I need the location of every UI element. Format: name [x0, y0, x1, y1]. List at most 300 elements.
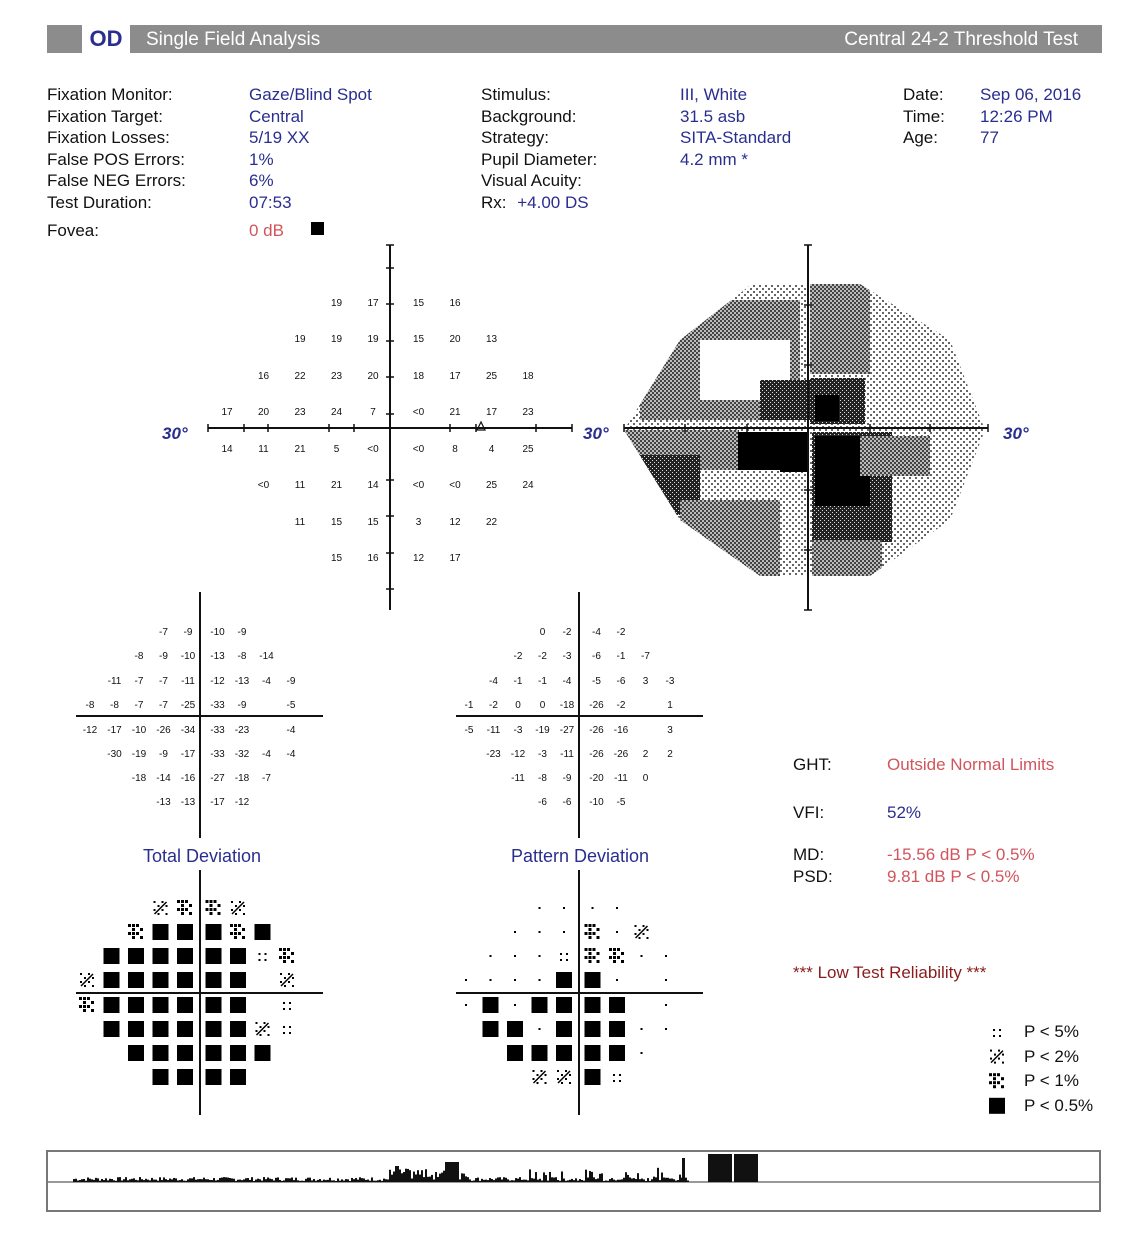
probability-symbol-p2 [256, 1022, 270, 1036]
trace-bar [523, 1180, 525, 1182]
trace-bar [267, 1178, 269, 1182]
trace-bar [337, 1179, 339, 1182]
trace-bar [179, 1180, 181, 1182]
trace-bar [123, 1179, 125, 1182]
deviation-value: -27 [559, 725, 575, 736]
trace-bar [651, 1179, 653, 1182]
trace-bar [667, 1178, 669, 1182]
deviation-value: -9 [159, 651, 168, 662]
deviation-value: -12 [234, 797, 250, 808]
trace-bar [331, 1180, 333, 1182]
probability-symbol-p05 [153, 972, 169, 988]
trace-bar [325, 1180, 327, 1182]
deviation-value: -23 [486, 749, 501, 760]
trace-bar [549, 1172, 551, 1182]
trace-bar [467, 1177, 469, 1182]
deviation-value: -34 [180, 725, 196, 736]
probability-symbol-p05 [609, 1021, 625, 1037]
trace-bar [497, 1177, 499, 1182]
trace-bar [469, 1179, 471, 1182]
trace-bar [593, 1177, 595, 1182]
legend-labels [1024, 1021, 1093, 1119]
deviation-value: -11 [511, 773, 525, 784]
probability-symbol-p1 [585, 948, 600, 963]
deviation-value: 0 [515, 700, 521, 711]
probability-symbol-p1 [206, 900, 221, 915]
trace-bar [473, 1180, 475, 1182]
deviation-value: -10 [131, 725, 147, 736]
trace-bar [335, 1181, 337, 1182]
trace-bar [557, 1180, 559, 1182]
threshold-value: 17 [367, 298, 379, 309]
probability-symbol-p2 [557, 1070, 571, 1084]
trace-bar [117, 1177, 119, 1182]
trace-bar [81, 1179, 83, 1182]
trace-bar [489, 1178, 491, 1182]
trace-bar [339, 1181, 341, 1182]
probability-symbol-p05 [206, 972, 222, 988]
threshold-value: 16 [367, 553, 379, 564]
trace-bar [627, 1175, 629, 1182]
pattern-deviation-axes [456, 592, 703, 838]
probability-symbol-p1 [230, 924, 245, 939]
trace-bar [395, 1166, 397, 1182]
rx-label: Rx: [481, 192, 507, 212]
probability-symbol-p05 [230, 972, 246, 988]
trace-bar [637, 1173, 639, 1182]
threshold-value: 16 [257, 371, 270, 382]
trace-bar [491, 1179, 493, 1182]
trace-bar [533, 1179, 535, 1182]
info-value: Sep 06, 2016 [980, 85, 1082, 104]
probability-symbol-p05 [556, 972, 572, 988]
trace-bar [223, 1177, 225, 1182]
trace-bar [677, 1180, 679, 1182]
threshold-value: 15 [330, 553, 343, 564]
trace-bar [415, 1174, 417, 1182]
trace-bar [165, 1179, 167, 1182]
threshold-value: 18 [412, 371, 425, 382]
legend-label: P < 5% [1024, 1022, 1079, 1041]
probability-symbol-n [592, 907, 594, 909]
threshold-value: 24 [522, 480, 534, 491]
trace-bar [89, 1179, 91, 1182]
trace-bar [237, 1180, 239, 1182]
trace-bar [453, 1162, 455, 1182]
deviation-value: -32 [234, 749, 250, 760]
info-value: 6% [249, 171, 274, 191]
deviation-value: -23 [234, 725, 250, 736]
probability-symbol-p05 [483, 997, 499, 1013]
probability-symbol-n [465, 979, 467, 981]
trace-bar [571, 1179, 573, 1182]
deviation-value: -8 [110, 700, 119, 711]
trace-bar [477, 1178, 479, 1182]
probability-symbol-n [514, 931, 516, 933]
trace-bar [421, 1170, 423, 1182]
trace-bar [517, 1179, 519, 1182]
deviation-value: -17 [210, 797, 225, 808]
probability-symbol-p05 [104, 1021, 120, 1037]
probability-symbol-p2 [533, 1070, 547, 1084]
total-prob-axes [76, 870, 323, 1115]
deviation-value: -11 [181, 676, 195, 687]
probability-symbol-p05 [206, 1045, 222, 1061]
deviation-value: -5 [464, 725, 474, 736]
trace-bar [369, 1181, 371, 1182]
vfi-value: 52% [887, 803, 922, 822]
deviation-value: -3 [513, 725, 523, 736]
trace-bar [487, 1180, 489, 1182]
trace-bar [643, 1179, 645, 1182]
trace-bar [211, 1180, 213, 1182]
trace-bar [349, 1181, 351, 1182]
deviation-value: -7 [159, 627, 168, 638]
grayscale-map [620, 245, 990, 610]
trace-bar [603, 1181, 605, 1182]
probability-symbol-p05 [556, 997, 572, 1013]
deviation-value: -14 [259, 651, 274, 662]
rx-value: +4.00 DS [517, 192, 589, 212]
trace-bar [301, 1181, 303, 1182]
trace-bar [377, 1180, 379, 1182]
threshold-value: <0 [412, 444, 425, 455]
probability-symbol-p05 [532, 997, 548, 1013]
trace-bar [475, 1178, 477, 1182]
trace-bar [169, 1179, 171, 1182]
probability-symbol-p5 [283, 1002, 291, 1010]
threshold-value: 7 [370, 407, 376, 418]
deviation-value: -26 [156, 725, 171, 736]
trace-bar [259, 1179, 261, 1182]
deviation-value: -12 [210, 676, 225, 687]
trace-bar [269, 1179, 271, 1182]
probability-symbol-n [616, 979, 618, 981]
trace-bar [75, 1179, 77, 1182]
probability-symbol-n [641, 955, 643, 957]
trace-bar [535, 1172, 537, 1182]
report-title: Single Field Analysis [146, 29, 321, 50]
trace-bar [537, 1180, 539, 1182]
deviation-value: -8 [134, 651, 144, 662]
trace-bar [591, 1172, 593, 1182]
info-label: False NEG Errors: [47, 171, 186, 191]
trace-bar [459, 1179, 461, 1182]
trace-bar [669, 1179, 671, 1182]
trace-bar [529, 1169, 531, 1182]
threshold-value: 19 [367, 334, 379, 345]
trace-bar [381, 1181, 383, 1182]
trace-bar [277, 1177, 279, 1182]
trace-bar [708, 1154, 732, 1182]
trace-bar [531, 1178, 533, 1182]
trace-bar [285, 1178, 287, 1182]
probability-symbol-n [563, 907, 565, 909]
trace-bar [253, 1181, 255, 1182]
trace-bar [585, 1170, 587, 1182]
threshold-value: <0 [367, 444, 379, 455]
trace-bar [79, 1180, 81, 1182]
trace-bar [611, 1178, 613, 1182]
deviation-value: -9 [183, 627, 193, 638]
trace-bar [559, 1181, 561, 1182]
deviation-value: -9 [159, 749, 168, 760]
threshold-value: 12 [449, 517, 461, 528]
trace-bar [239, 1180, 241, 1182]
trace-bar [359, 1177, 361, 1182]
deviation-value: -26 [589, 700, 604, 711]
threshold-value: 23 [330, 371, 343, 382]
probability-symbol-p2 [80, 973, 94, 987]
trace-bar [507, 1179, 509, 1182]
trace-bar [171, 1179, 173, 1182]
trace-bar [205, 1179, 207, 1182]
trace-bar [173, 1178, 175, 1182]
threshold-axes [208, 245, 572, 610]
trace-bar [443, 1171, 445, 1182]
probability-symbol-p5 [259, 953, 267, 961]
test-name: Central 24-2 Threshold Test [844, 29, 1078, 50]
trace-bar [219, 1178, 221, 1182]
deviation-value: -1 [616, 651, 626, 662]
trace-bar [431, 1175, 433, 1182]
probability-symbol-p05 [104, 997, 120, 1013]
trace-bar [555, 1177, 557, 1182]
trace-bar [455, 1162, 457, 1182]
trace-bar [373, 1181, 375, 1182]
md-value: -15.56 dB P < 0.5% [887, 845, 1035, 864]
trace-bar [99, 1181, 101, 1182]
trace-bar [151, 1178, 153, 1182]
trace-bar [125, 1177, 127, 1182]
probability-symbol-p05 [128, 1021, 144, 1037]
deviation-value: -4 [489, 676, 498, 687]
trace-bar [155, 1180, 157, 1182]
trace-bar [327, 1180, 329, 1182]
trace-bar [83, 1179, 85, 1182]
info-value: SITA-Standard [680, 128, 792, 148]
trace-bar [241, 1180, 243, 1182]
axis-degree-label: 30° [1003, 424, 1029, 443]
trace-bar [167, 1180, 169, 1182]
probability-symbol-n [539, 1028, 541, 1030]
threshold-value: 15 [367, 517, 379, 528]
total-deviation-caption: Total Deviation [142, 846, 262, 866]
trace-bar [437, 1177, 439, 1182]
deviation-value: -4 [562, 676, 572, 687]
deviation-value: -27 [210, 773, 225, 784]
trace-bar [265, 1179, 267, 1182]
probability-symbol-p05 [230, 1045, 246, 1061]
trace-bar [95, 1178, 97, 1182]
threshold-value: 11 [294, 480, 306, 491]
trace-bar [353, 1179, 355, 1182]
trace-bar [195, 1180, 197, 1182]
deviation-value: -16 [180, 773, 196, 784]
probability-symbol-p05 [206, 1021, 222, 1037]
trace-bar [389, 1170, 391, 1182]
trace-bar [583, 1181, 585, 1182]
threshold-value: 4 [488, 444, 495, 455]
deviation-value: -1 [464, 700, 474, 711]
deviation-value: -18 [559, 700, 575, 711]
probability-symbol-n [563, 931, 565, 933]
threshold-value: 20 [257, 407, 270, 418]
probability-symbol-p5 [560, 953, 568, 961]
trace-bar [417, 1170, 419, 1182]
deviation-value: -11 [107, 676, 122, 687]
trace-bar [407, 1169, 409, 1182]
trace-bar [303, 1181, 305, 1182]
trace-bar [401, 1173, 403, 1182]
trace-bar [527, 1180, 529, 1182]
probability-symbol-n [641, 1028, 643, 1030]
probability-symbol-p05 [153, 997, 169, 1013]
info-value: III, White [680, 85, 748, 104]
trace-bar [595, 1179, 597, 1182]
trace-bar [317, 1180, 319, 1182]
trace-bar [471, 1181, 473, 1182]
deviation-value: -2 [562, 627, 572, 638]
trace-bar [77, 1181, 79, 1182]
trace-bar [465, 1176, 467, 1182]
deviation-value: -7 [262, 773, 271, 784]
probability-symbol-p05 [585, 1021, 601, 1037]
trace-bar [279, 1180, 281, 1182]
trace-bar [641, 1179, 643, 1182]
probability-symbol-p05 [206, 1069, 222, 1085]
trace-bar [589, 1171, 591, 1182]
vfi-row [793, 802, 1113, 824]
probability-symbol-p2 [154, 901, 168, 915]
trace-bar [573, 1180, 575, 1182]
threshold-value: 11 [258, 444, 269, 455]
fovea-value: 0 dB [249, 221, 284, 240]
trace-bar [657, 1168, 659, 1182]
trace-bar [379, 1180, 381, 1182]
deviation-value: -8 [538, 773, 547, 784]
probability-symbol-n [514, 979, 516, 981]
trace-bar [513, 1180, 515, 1182]
probability-symbol-n [465, 1004, 467, 1006]
threshold-value: 17 [221, 407, 233, 418]
trace-bar [363, 1178, 365, 1182]
gaze-tracking-panel [46, 1150, 1101, 1212]
trace-bar [397, 1166, 399, 1182]
fovea-label: Fovea: [47, 221, 99, 240]
trace-bar [413, 1172, 415, 1182]
threshold-value: 19 [294, 334, 306, 345]
deviation-value: -4 [592, 627, 601, 638]
probability-symbol-p05 [128, 948, 144, 964]
legend-label: P < 1% [1024, 1071, 1079, 1091]
probability-symbol-p05 [609, 1045, 625, 1061]
trace-bar [635, 1179, 637, 1182]
deviation-value: -17 [180, 749, 196, 760]
trace-bar [367, 1180, 369, 1182]
trace-bar [343, 1181, 345, 1182]
probability-symbol-p05 [532, 1045, 548, 1061]
trace-bar [665, 1178, 667, 1182]
trace-bar [149, 1180, 151, 1182]
deviation-value: -33 [210, 725, 225, 736]
ght-label: GHT: [793, 755, 832, 774]
probability-symbol-p05 [153, 1021, 169, 1037]
trace-bar [629, 1177, 631, 1182]
probability-symbol-p05 [177, 1069, 193, 1085]
probability-symbol-p05 [104, 948, 120, 964]
deviation-value: -5 [286, 700, 296, 711]
probability-symbol-p05 [230, 997, 246, 1013]
probability-symbol-n [665, 955, 667, 957]
probability-symbol-n [616, 931, 618, 933]
probability-symbol-p05 [507, 1045, 523, 1061]
trace-bar [503, 1177, 505, 1182]
threshold-value: 22 [485, 517, 498, 528]
deviation-value: -26 [589, 725, 604, 736]
trace-bar [137, 1180, 139, 1182]
trace-bar [355, 1178, 357, 1182]
ght-value: Outside Normal Limits [887, 755, 1055, 774]
trace-bar [127, 1180, 129, 1182]
probability-symbol-p1 [989, 1073, 1004, 1088]
trace-bar [653, 1177, 655, 1182]
trace-bar [275, 1178, 277, 1182]
probability-symbol-n [539, 907, 541, 909]
info-label: Fixation Target: [47, 106, 163, 126]
threshold-value: 23 [522, 407, 534, 418]
trace-bar [245, 1178, 247, 1182]
trace-bar [403, 1172, 405, 1182]
probability-symbol-p05 [255, 1045, 271, 1061]
threshold-value: 15 [330, 517, 343, 528]
probability-symbol-n [539, 931, 541, 933]
info-value: Gaze/Blind Spot [249, 85, 372, 104]
trace-bar [371, 1177, 373, 1182]
deviation-value: -33 [210, 749, 225, 760]
info-label: Stimulus: [481, 85, 551, 104]
probability-symbol-p05 [153, 948, 169, 964]
trace-bar [682, 1158, 685, 1182]
trace-bar [203, 1178, 205, 1182]
trace-bar [427, 1177, 429, 1182]
trace-bar [525, 1180, 527, 1182]
threshold-value: 19 [330, 298, 343, 309]
probability-symbol-n [539, 979, 541, 981]
deviation-value: 1 [667, 700, 673, 711]
threshold-value: 16 [449, 298, 461, 309]
trace-bar [483, 1180, 485, 1182]
deviation-value: -7 [159, 676, 168, 687]
trace-bar [87, 1177, 89, 1182]
deviation-value: -9 [237, 627, 247, 638]
trace-bar [257, 1179, 259, 1182]
trace-bar [647, 1178, 649, 1182]
info-value: 07:53 [249, 192, 292, 212]
trace-bar [295, 1178, 297, 1182]
trace-bar [361, 1178, 363, 1182]
trace-bar [547, 1181, 549, 1182]
trace-bar [189, 1178, 191, 1182]
threshold-value: 11 [294, 517, 306, 528]
trace-bar [581, 1180, 583, 1182]
info-label: Age: [903, 128, 938, 148]
deviation-value: 0 [539, 627, 546, 638]
trace-bar [215, 1180, 217, 1182]
trace-bar [645, 1181, 647, 1182]
probability-symbol-n [665, 1004, 667, 1006]
ght-row [793, 754, 1113, 776]
